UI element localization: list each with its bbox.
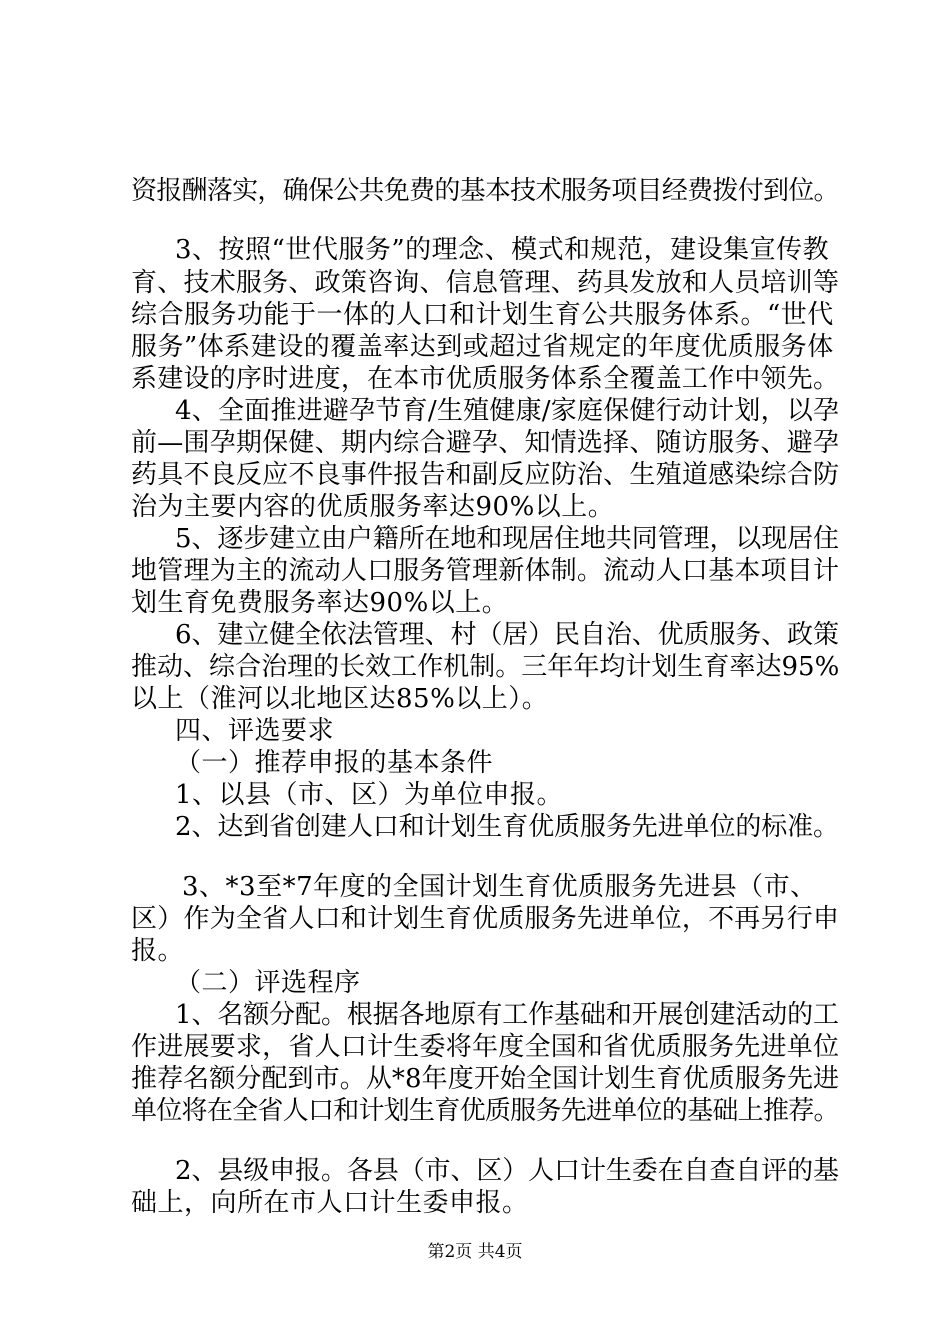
text-line: 作进展要求，省人口计生委将年度全国和省优质服务先进单位 [131, 1032, 840, 1062]
text-line: 以上（淮河以北地区达85%以上）。 [131, 684, 549, 714]
text-line: 前—围孕期保健、期内综合避孕、知情选择、随访服务、避孕 [131, 428, 840, 458]
text-line: 推荐名额分配到市。从*8年度开始全国计划生育优质服务先进 [131, 1064, 840, 1094]
text-line: 3、按照“世代服务”的理念、模式和规范，建设集宣传教 [175, 235, 830, 265]
text-line: 系建设的序时进度，在本市优质服务体系全覆盖工作中领先。 [131, 364, 840, 394]
page-footer: 第2页 共4页 [427, 1242, 523, 1262]
text-line: 础上，向所在市人口计生委申报。 [131, 1188, 529, 1218]
subsection-heading: （一）推荐申报的基本条件 [175, 748, 494, 778]
text-line: 1、名额分配。根据各地原有工作基础和开展创建活动的工 [175, 1000, 839, 1030]
text-line: 资报酬落实，确保公共免费的基本技术服务项目经费拨付到位。 [131, 176, 839, 206]
text-line: 综合服务功能于一体的人口和计划生育公共服务体系。“世代 [131, 300, 834, 330]
text-line: 4、全面推进避孕节育/生殖健康/家庭保健行动计划，以孕 [175, 396, 840, 426]
text-line: 推动、综合治理的长效工作机制。三年年均计划生育率达95% [131, 652, 840, 682]
text-line: 6、建立健全依法管理、村（居）民自治、优质服务、政策 [175, 620, 839, 650]
text-line: 3、*3至*7年度的全国计划生育优质服务先进县（市、 [182, 872, 817, 902]
section-heading: 四、评选要求 [175, 716, 335, 746]
text-line: 药具不良反应不良事件报告和副反应防治、生殖道感染综合防 [131, 460, 840, 490]
subsection-heading: （二）评选程序 [175, 968, 361, 998]
text-line: 1、以县（市、区）为单位申报。 [175, 780, 564, 810]
text-line: 治为主要内容的优质服务率达90%以上。 [131, 492, 615, 522]
text-line: 地管理为主的流动人口服务管理新体制。流动人口基本项目计 [131, 556, 840, 586]
text-line: 区）作为全省人口和计划生育优质服务先进单位，不再另行申 [131, 904, 840, 934]
text-line: 报。 [131, 936, 185, 966]
text-line: 服务”体系建设的覆盖率达到或超过省规定的年度优质服务体 [131, 332, 834, 362]
text-line: 划生育免费服务率达90%以上。 [131, 588, 509, 618]
text-line: 5、逐步建立由户籍所在地和现居住地共同管理，以现居住 [175, 524, 839, 554]
text-line: 2、达到省创建人口和计划生育优质服务先进单位的标准。 [175, 812, 839, 842]
text-line: 育、技术服务、政策咨询、信息管理、药具发放和人员培训等 [131, 268, 840, 298]
text-line: 2、县级申报。各县（市、区）人口计生委在自查自评的基 [175, 1156, 839, 1186]
text-line: 单位将在全省人口和计划生育优质服务先进单位的基础上推荐。 [131, 1096, 839, 1126]
